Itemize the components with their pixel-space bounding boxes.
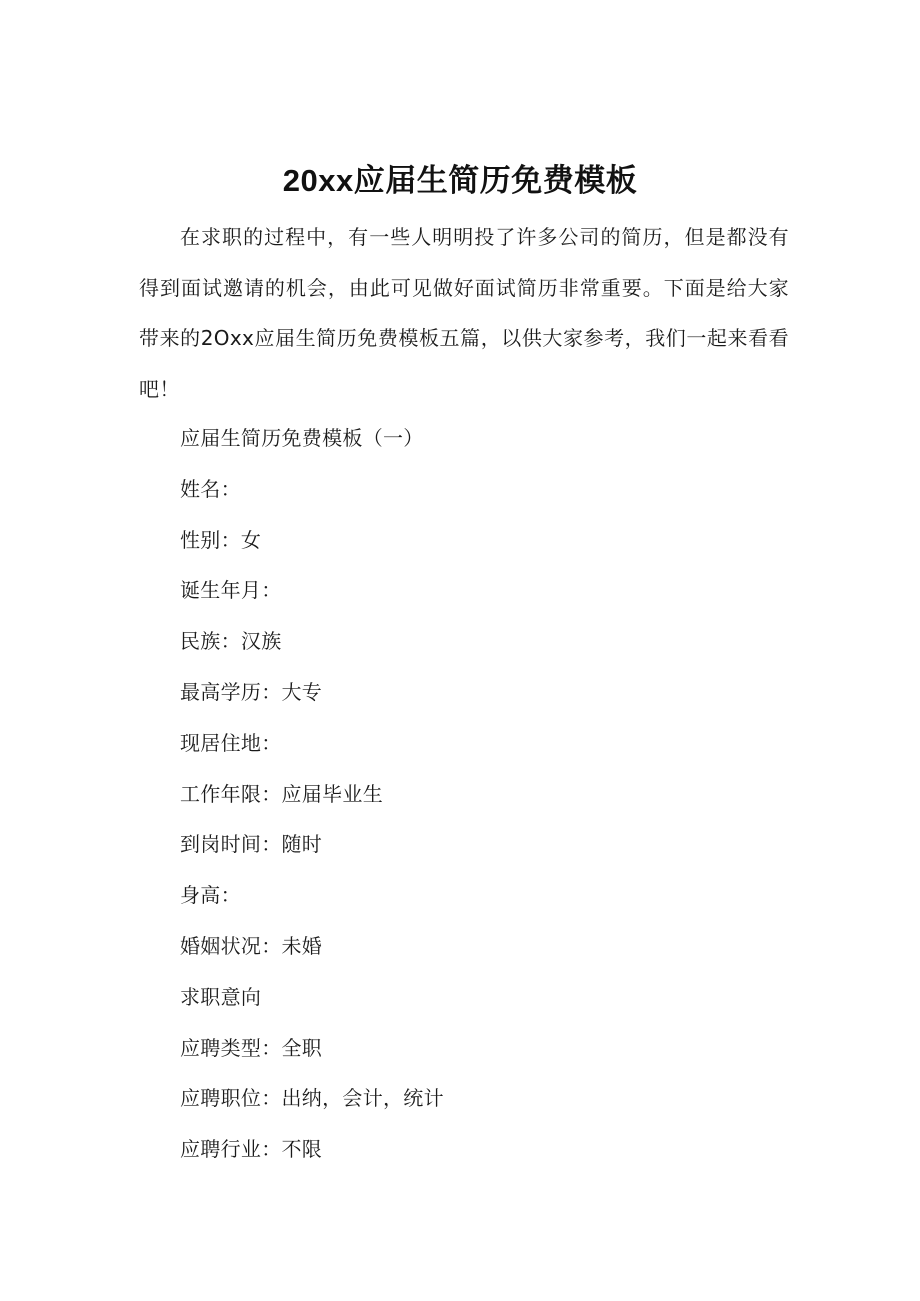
title-year: 20xx <box>282 162 354 198</box>
intro-paragraph: 在求职的过程中，有一些人明明投了许多公司的简历，但是都没有得到面试邀请的机会，由此可见做好面试简历非常重要。下面是给大家带来的2Oxx应届生简历免费模板五篇，以供大家参考，我们一起来看看吧！ <box>139 225 789 401</box>
document-title <box>0 159 920 203</box>
field-job-intention: 求职意向 <box>180 984 262 1009</box>
field-birth-date: 诞生年月： <box>180 578 282 603</box>
field-gender: 性别：女 <box>180 527 262 552</box>
field-residence: 现居住地： <box>180 730 282 755</box>
field-name: 姓名： <box>180 476 241 501</box>
field-work-years: 工作年限：应届毕业生 <box>180 781 383 806</box>
field-marital-status: 婚姻状况：未婚 <box>180 933 323 958</box>
field-ethnicity: 民族：汉族 <box>180 629 282 654</box>
field-start-time: 到岗时间：随时 <box>180 832 323 857</box>
resume-field-list <box>180 413 444 1175</box>
field-job-type: 应聘类型：全职 <box>180 1035 323 1060</box>
field-job-position: 应聘职位：出纳，会计，统计 <box>180 1086 444 1111</box>
section-heading: 应届生简历免费模板（一） <box>180 426 424 450</box>
field-industry: 应聘行业：不限 <box>180 1137 323 1162</box>
title-text: 应届生简历免费模板 <box>353 162 638 199</box>
field-education: 最高学历：大专 <box>180 679 323 704</box>
field-height: 身高： <box>180 883 241 908</box>
